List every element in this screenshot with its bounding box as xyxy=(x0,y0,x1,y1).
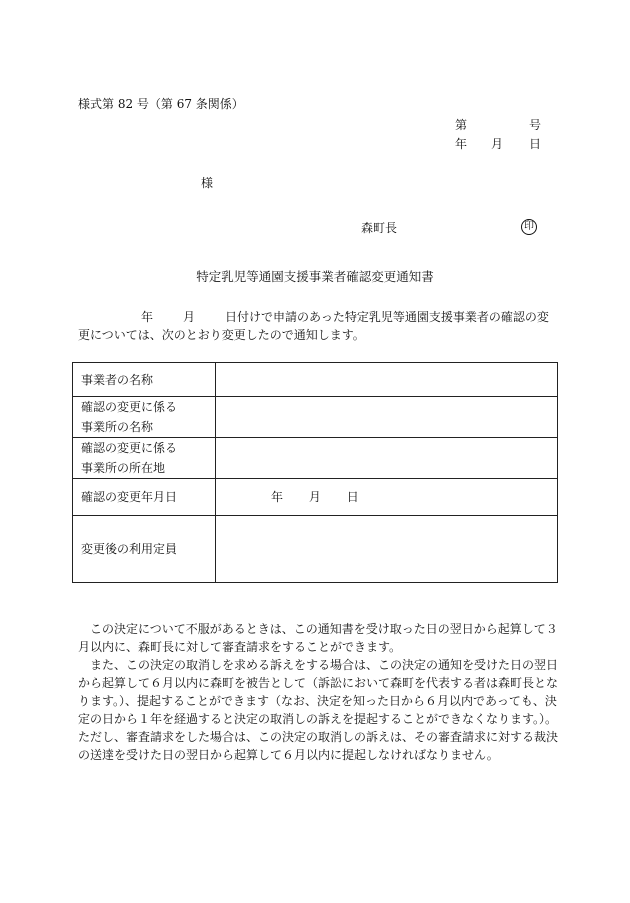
label-business-name: 事業者の名称 xyxy=(73,363,216,397)
issue-date-day: 日 xyxy=(529,137,542,151)
change-date-month: 月 xyxy=(308,490,321,504)
label-capacity: 変更後の利用定員 xyxy=(73,516,216,583)
label-change-date: 確認の変更年月日 xyxy=(73,479,216,516)
intro-line-1 xyxy=(78,308,558,326)
value-business-name xyxy=(216,363,558,397)
table-row xyxy=(73,363,558,397)
seal-mark: 印 xyxy=(521,219,537,235)
appeal-paragraph-2: また、この決定の取消しを求める訴えをする場合は、この決定の通知を受けた日の翌日 から起算して６月以内に森町を被告として（訴訟において森町を代表する者は森町長とな ります。）、提起することができます（なお、決定を知った日から６月以内であっても、決 定の日から１年を経過すると決定の取消しの訴えを提起することができなくなります。）。 ただし、審査請求をした場合は、この決定の取消しの訴えは、その審査請求に対する裁決 の送達を受けた日の翌日から起算して６月以内に提起しなければなりません。 xyxy=(78,658,559,762)
document-number-suffix: 号 xyxy=(529,118,542,132)
table-row xyxy=(73,516,558,583)
issue-date-year: 年 xyxy=(455,137,468,151)
table-row xyxy=(73,438,558,479)
intro-paragraph xyxy=(78,308,558,344)
intro-line-2: 更については、次のとおり変更したので通知します。 xyxy=(78,328,365,342)
change-date-day: 日 xyxy=(346,490,359,504)
change-details-table xyxy=(72,362,558,583)
change-date-year: 年 xyxy=(271,490,284,504)
table-row xyxy=(73,479,558,516)
form-number: 様式第 82 号（第 67 条関係） xyxy=(78,97,244,111)
appeal-paragraph-1: この決定について不服があるときは、この通知書を受け取った日の翌日から起算して３ 月以内に、森町長に対して審査請求をすることができます。 xyxy=(78,622,558,654)
document-title: 特定乳児等通園支援事業者確認変更通知書 xyxy=(196,269,434,284)
table-row xyxy=(73,397,558,438)
label-facility-address: 確認の変更に係る 事業所の所在地 xyxy=(73,438,216,479)
intro-month: 月 xyxy=(183,310,196,324)
value-capacity xyxy=(216,516,558,583)
issue-date-month: 月 xyxy=(491,137,504,151)
document-number-label: 第 xyxy=(455,118,468,132)
value-facility-name xyxy=(216,397,558,438)
appeal-notice xyxy=(78,620,558,764)
label-facility-name: 確認の変更に係る 事業所の名称 xyxy=(73,397,216,438)
value-facility-address xyxy=(216,438,558,479)
intro-year: 年 xyxy=(141,310,154,324)
intro-line1-rest: 日付けで申請のあった特定乳児等通園支援事業者の確認の変 xyxy=(225,310,549,324)
issuer-name: 森町長 xyxy=(361,221,398,235)
value-change-date xyxy=(216,479,558,516)
addressee-honorific: 様 xyxy=(201,176,214,190)
